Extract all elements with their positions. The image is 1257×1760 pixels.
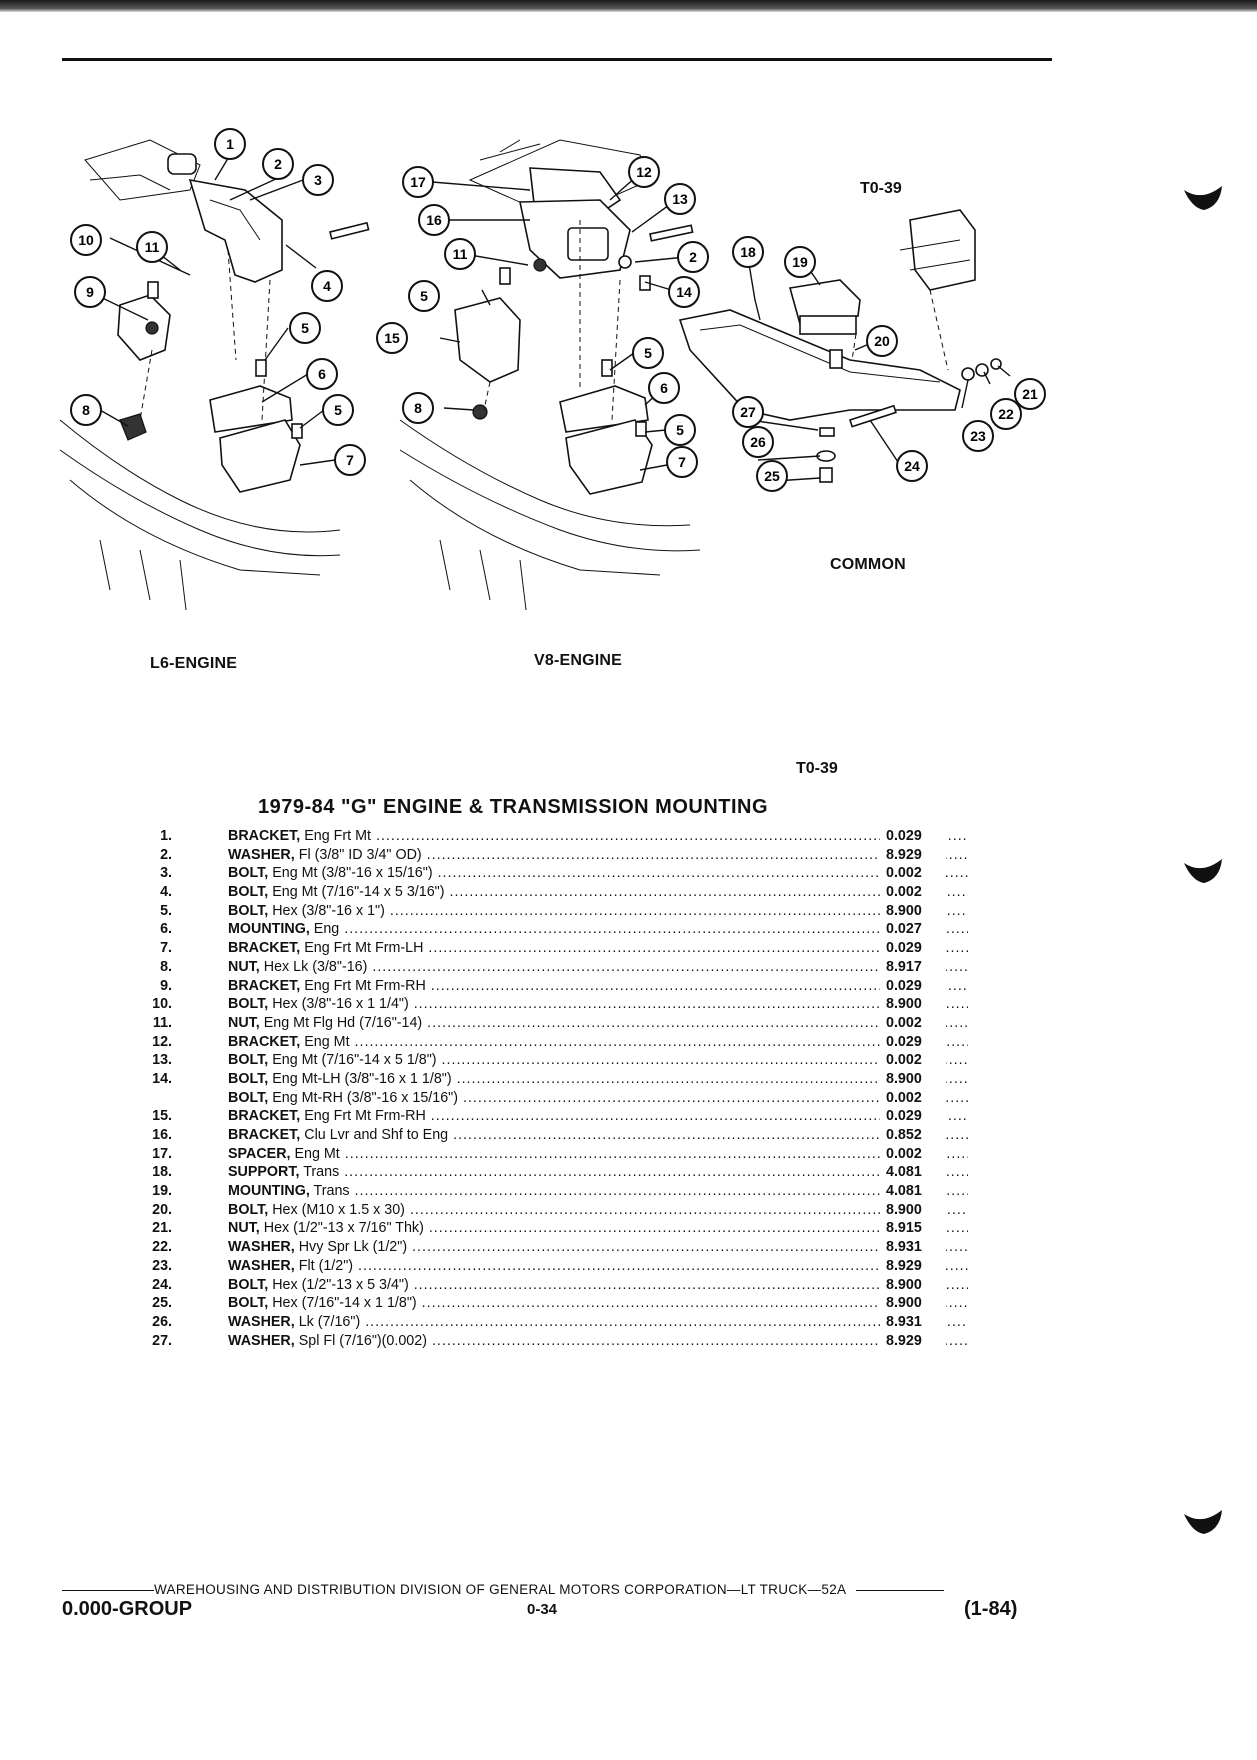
table-row bbox=[140, 1294, 940, 1313]
item-name: BOLT, bbox=[228, 1276, 269, 1293]
footer-page-number: 0-34 bbox=[527, 1601, 558, 1618]
item-name: NUT, bbox=[228, 1014, 260, 1031]
svg-text:7: 7 bbox=[346, 452, 354, 468]
item-detail: Trans bbox=[313, 1183, 350, 1200]
callout-16 bbox=[419, 205, 449, 235]
item-name: BOLT, bbox=[228, 1052, 269, 1069]
item-number: 10. bbox=[152, 996, 172, 1013]
item-detail: Eng Mt-LH (3/8"-16 x 1 1/8") bbox=[272, 1070, 452, 1087]
item-name: BRACKET, bbox=[228, 940, 301, 957]
item-group-number: 8.931 bbox=[880, 1238, 946, 1257]
callout-14 bbox=[669, 277, 699, 307]
item-name: BOLT, bbox=[228, 1201, 269, 1218]
svg-text:14: 14 bbox=[676, 284, 692, 300]
callout-15 bbox=[377, 323, 407, 353]
callout-27 bbox=[733, 397, 763, 427]
callout-5c bbox=[409, 281, 439, 311]
svg-text:27: 27 bbox=[740, 404, 756, 420]
binder-mark-bottom bbox=[1182, 1506, 1226, 1536]
callout-13 bbox=[665, 184, 695, 214]
svg-text:19: 19 bbox=[792, 254, 808, 270]
svg-text:2: 2 bbox=[689, 249, 697, 265]
item-name: BRACKET, bbox=[228, 1033, 301, 1050]
item-detail: Hex (1/2"-13 x 7/16" Thk) bbox=[263, 1220, 424, 1237]
item-detail: Eng Frt Mt Frm-RH bbox=[304, 1108, 426, 1125]
item-description bbox=[228, 902, 968, 921]
callout-12 bbox=[629, 157, 659, 187]
item-description bbox=[228, 1201, 968, 1220]
item-detail: Eng Mt Flg Hd (7/16"-14) bbox=[263, 1014, 423, 1031]
table-row bbox=[140, 1332, 940, 1351]
table-row bbox=[140, 920, 940, 939]
table-row bbox=[140, 1219, 940, 1238]
exploded-view-diagram bbox=[0, 120, 1257, 680]
callout-18 bbox=[733, 237, 763, 267]
item-number: 4. bbox=[160, 884, 172, 901]
binder-mark-middle bbox=[1182, 855, 1226, 885]
item-detail: Eng Mt bbox=[294, 1145, 340, 1162]
svg-text:11: 11 bbox=[452, 246, 468, 262]
table-row bbox=[140, 958, 940, 977]
svg-text:7: 7 bbox=[678, 454, 686, 470]
page-title: 1979-84 "G" ENGINE & TRANSMISSION MOUNTING bbox=[258, 796, 769, 818]
table-row bbox=[140, 1033, 940, 1052]
item-group-number: 0.027 bbox=[880, 920, 946, 939]
item-number: 23. bbox=[152, 1257, 172, 1274]
item-group-number: 0.029 bbox=[880, 1033, 946, 1052]
item-number: 6. bbox=[160, 921, 172, 938]
callout-8a bbox=[71, 395, 101, 425]
item-group-number: 0.002 bbox=[880, 883, 946, 902]
table-row bbox=[140, 902, 940, 921]
svg-text:8: 8 bbox=[414, 400, 422, 416]
table-row bbox=[140, 1313, 940, 1332]
item-description bbox=[228, 1257, 968, 1276]
item-description bbox=[228, 1089, 968, 1108]
item-number: 7. bbox=[160, 940, 172, 957]
diagram-code: T0-39 bbox=[860, 180, 902, 197]
item-number: 12. bbox=[152, 1033, 172, 1050]
item-description bbox=[228, 1182, 968, 1201]
table-row bbox=[140, 1145, 940, 1164]
table-row bbox=[140, 883, 940, 902]
item-number: 26. bbox=[152, 1313, 172, 1330]
item-detail: Eng Mt (7/16"-14 x 5 3/16") bbox=[272, 884, 445, 901]
table-row bbox=[140, 977, 940, 996]
table-row bbox=[140, 1107, 940, 1126]
footer-group: 0.000-GROUP bbox=[62, 1598, 193, 1620]
item-group-number: 8.900 bbox=[880, 995, 946, 1014]
parts-list bbox=[140, 827, 940, 1350]
item-name: MOUNTING, bbox=[228, 1183, 310, 1200]
callout-22 bbox=[991, 399, 1021, 429]
svg-text:24: 24 bbox=[904, 458, 920, 474]
item-number: 25. bbox=[152, 1295, 172, 1312]
item-number: 20. bbox=[152, 1201, 172, 1218]
item-group-number: 8.900 bbox=[880, 1201, 946, 1220]
svg-text:18: 18 bbox=[740, 244, 756, 260]
item-name: BOLT, bbox=[228, 996, 269, 1013]
item-detail: Hex (1/2"-13 x 5 3/4") bbox=[272, 1276, 409, 1293]
common-transmission-support bbox=[680, 210, 1001, 482]
svg-text:3: 3 bbox=[314, 172, 322, 188]
svg-text:13: 13 bbox=[672, 191, 688, 207]
table-row bbox=[140, 827, 940, 846]
svg-text:5: 5 bbox=[676, 422, 684, 438]
callout-6a bbox=[307, 359, 337, 389]
svg-text:12: 12 bbox=[636, 164, 652, 180]
item-name: BOLT, bbox=[228, 865, 269, 882]
item-number: 3. bbox=[160, 865, 172, 882]
item-detail: Lk (7/16") bbox=[298, 1313, 361, 1330]
callout-8b bbox=[403, 393, 433, 423]
item-detail: Hex (3/8"-16 x 1") bbox=[272, 902, 385, 919]
svg-text:26: 26 bbox=[750, 434, 766, 450]
item-number: 22. bbox=[152, 1239, 172, 1256]
callout-7b bbox=[667, 447, 697, 477]
svg-text:15: 15 bbox=[384, 330, 400, 346]
item-detail: Hex Lk (3/8"-16) bbox=[263, 958, 368, 975]
callout-9 bbox=[75, 277, 105, 307]
item-number: 16. bbox=[152, 1127, 172, 1143]
footer-date: (1-84) bbox=[964, 1598, 1018, 1620]
item-group-number: 8.900 bbox=[880, 902, 946, 921]
callout-6b bbox=[649, 373, 679, 403]
svg-text:10: 10 bbox=[78, 232, 94, 248]
listing-code: T0-39 bbox=[796, 760, 838, 777]
item-description bbox=[228, 1163, 968, 1182]
item-name: BRACKET, bbox=[228, 977, 301, 994]
table-row bbox=[140, 1089, 940, 1108]
item-detail: Eng Mt-RH (3/8"-16 x 15/16") bbox=[272, 1089, 458, 1106]
item-detail: Eng Mt bbox=[304, 1033, 350, 1050]
item-group-number: 0.002 bbox=[880, 1014, 946, 1033]
item-group-number: 4.081 bbox=[880, 1182, 946, 1201]
svg-text:17: 17 bbox=[410, 174, 426, 190]
item-number: 13. bbox=[152, 1052, 172, 1069]
callout-1 bbox=[215, 129, 245, 159]
callout-10 bbox=[71, 225, 101, 255]
callout-2 bbox=[263, 149, 293, 179]
item-detail: Spl Fl (7/16")(0.002) bbox=[298, 1332, 427, 1349]
item-name: BOLT, bbox=[228, 1089, 269, 1106]
item-detail: Eng Frt Mt Frm-RH bbox=[304, 977, 426, 994]
table-row bbox=[140, 1014, 940, 1033]
item-description bbox=[228, 1294, 968, 1313]
item-name: BOLT, bbox=[228, 1295, 269, 1312]
svg-text:25: 25 bbox=[764, 468, 780, 484]
table-row bbox=[140, 1276, 940, 1295]
item-description bbox=[228, 1145, 968, 1164]
item-group-number: 0.029 bbox=[880, 1107, 946, 1126]
item-name: BRACKET, bbox=[228, 1108, 301, 1125]
item-number: 27. bbox=[152, 1332, 172, 1349]
item-group-number: 0.002 bbox=[880, 1089, 946, 1108]
item-detail: Hex (3/8"-16 x 1 1/4") bbox=[272, 996, 409, 1013]
item-description bbox=[228, 939, 968, 958]
item-name: WASHER, bbox=[228, 1257, 295, 1274]
item-group-number: 8.929 bbox=[880, 846, 946, 865]
svg-text:5: 5 bbox=[334, 402, 342, 418]
item-group-number: 8.929 bbox=[880, 1257, 946, 1276]
table-row bbox=[140, 1257, 940, 1276]
item-description bbox=[228, 827, 968, 846]
item-description bbox=[228, 1051, 968, 1070]
item-number: 1. bbox=[160, 828, 172, 844]
table-row bbox=[140, 1182, 940, 1201]
item-detail: Trans bbox=[303, 1164, 340, 1181]
item-description bbox=[228, 1014, 968, 1033]
svg-text:5: 5 bbox=[301, 320, 309, 336]
item-number: 18. bbox=[152, 1164, 172, 1181]
item-name: WASHER, bbox=[228, 1332, 295, 1349]
table-row bbox=[140, 1238, 940, 1257]
item-group-number: 0.002 bbox=[880, 864, 946, 883]
item-group-number: 0.002 bbox=[880, 1145, 946, 1164]
callout-26 bbox=[743, 427, 773, 457]
item-description bbox=[228, 883, 968, 902]
item-name: BRACKET, bbox=[228, 828, 301, 844]
item-description bbox=[228, 846, 968, 865]
table-row bbox=[140, 1201, 940, 1220]
item-group-number: 8.931 bbox=[880, 1313, 946, 1332]
item-group-number: 0.002 bbox=[880, 1051, 946, 1070]
item-number: 24. bbox=[152, 1276, 172, 1293]
item-group-number: 0.029 bbox=[880, 977, 946, 996]
item-description bbox=[228, 1313, 968, 1332]
svg-text:20: 20 bbox=[874, 333, 890, 349]
table-row bbox=[140, 1163, 940, 1182]
item-description bbox=[228, 1238, 968, 1257]
svg-text:6: 6 bbox=[318, 366, 326, 382]
item-group-number: 0.029 bbox=[880, 939, 946, 958]
item-name: SUPPORT, bbox=[228, 1164, 300, 1181]
item-description bbox=[228, 1126, 968, 1145]
table-row bbox=[140, 995, 940, 1014]
callout-text: 1 bbox=[226, 136, 234, 152]
item-description bbox=[228, 1070, 968, 1089]
svg-text:9: 9 bbox=[86, 284, 94, 300]
item-number: 14. bbox=[152, 1070, 172, 1087]
item-description bbox=[228, 1332, 968, 1351]
item-number: 11. bbox=[152, 1014, 172, 1031]
item-description bbox=[228, 920, 968, 939]
item-detail: Clu Lvr and Shf to Eng bbox=[304, 1127, 449, 1143]
svg-text:2: 2 bbox=[274, 156, 282, 172]
item-group-number: 8.900 bbox=[880, 1276, 946, 1295]
callout-11 bbox=[137, 232, 167, 262]
item-name: SPACER, bbox=[228, 1145, 291, 1162]
callout-2b bbox=[678, 242, 708, 272]
svg-text:23: 23 bbox=[970, 428, 986, 444]
item-description bbox=[228, 995, 968, 1014]
callout-5a bbox=[290, 313, 320, 343]
item-name: WASHER, bbox=[228, 846, 295, 863]
callout-5b bbox=[323, 395, 353, 425]
item-description bbox=[228, 1107, 968, 1126]
item-name: WASHER, bbox=[228, 1239, 295, 1256]
item-name: NUT, bbox=[228, 1220, 260, 1237]
svg-text:6: 6 bbox=[660, 380, 668, 396]
table-row bbox=[140, 1070, 940, 1089]
item-name: BRACKET, bbox=[228, 1127, 301, 1143]
item-detail: Eng Mt (7/16"-14 x 5 1/8") bbox=[272, 1052, 437, 1069]
svg-text:5: 5 bbox=[644, 345, 652, 361]
item-description bbox=[228, 864, 968, 883]
table-row bbox=[140, 1051, 940, 1070]
item-name: WASHER, bbox=[228, 1313, 295, 1330]
callout-17 bbox=[403, 167, 433, 197]
label-l6-engine: L6-ENGINE bbox=[150, 655, 238, 672]
item-detail: Eng Mt (3/8"-16 x 15/16") bbox=[272, 865, 433, 882]
item-detail: Eng Frt Mt Frm-LH bbox=[304, 940, 424, 957]
item-name: BOLT, bbox=[228, 1070, 269, 1087]
label-v8-engine: V8-ENGINE bbox=[534, 652, 623, 669]
item-description bbox=[228, 1276, 968, 1295]
svg-text:11: 11 bbox=[144, 239, 160, 255]
item-description bbox=[228, 1219, 968, 1238]
callout-21 bbox=[1015, 379, 1045, 409]
callout-11b bbox=[445, 239, 475, 269]
item-number: 9. bbox=[160, 977, 172, 994]
svg-text:4: 4 bbox=[323, 278, 331, 294]
callout-19 bbox=[785, 247, 815, 277]
callout-24 bbox=[897, 451, 927, 481]
item-group-number: 8.900 bbox=[880, 1294, 946, 1313]
item-number: 15. bbox=[152, 1108, 172, 1125]
item-number: 2. bbox=[160, 846, 172, 863]
svg-text:5: 5 bbox=[420, 288, 428, 304]
item-name: BOLT, bbox=[228, 902, 269, 919]
item-detail: Fl (3/8" ID 3/4" OD) bbox=[298, 846, 422, 863]
item-number: 5. bbox=[160, 902, 172, 919]
item-group-number: 8.900 bbox=[880, 1070, 946, 1089]
svg-text:16: 16 bbox=[426, 212, 442, 228]
item-number: 8. bbox=[160, 958, 172, 975]
callout-5e bbox=[665, 415, 695, 445]
item-number: 21. bbox=[152, 1220, 172, 1237]
item-number: 17. bbox=[152, 1145, 172, 1162]
item-group-number: 0.852 bbox=[880, 1126, 946, 1145]
item-group-number: 0.029 bbox=[880, 827, 946, 846]
item-detail: Hvy Spr Lk (1/2") bbox=[298, 1239, 408, 1256]
division-text: WAREHOUSING AND DISTRIBUTION DIVISION OF GENERAL MOTORS CORPORATION—LT TRUCK—52A bbox=[154, 1582, 846, 1597]
item-description bbox=[228, 958, 968, 977]
svg-text:22: 22 bbox=[998, 406, 1014, 422]
table-row bbox=[140, 1126, 940, 1145]
callout-20 bbox=[867, 326, 897, 356]
table-row bbox=[140, 939, 940, 958]
svg-text:8: 8 bbox=[82, 402, 90, 418]
item-number: 19. bbox=[152, 1183, 172, 1200]
scan-edge bbox=[0, 0, 1257, 12]
callout-3 bbox=[303, 165, 333, 195]
table-row bbox=[140, 846, 940, 865]
item-name: BOLT, bbox=[228, 884, 269, 901]
item-detail: Eng bbox=[313, 921, 340, 938]
item-group-number: 4.081 bbox=[880, 1163, 946, 1182]
item-name: NUT, bbox=[228, 958, 260, 975]
item-group-number: 8.915 bbox=[880, 1219, 946, 1238]
item-detail: Flt (1/2") bbox=[298, 1257, 354, 1274]
table-row bbox=[140, 864, 940, 883]
header-rule bbox=[62, 58, 1052, 61]
item-detail: Eng Frt Mt bbox=[304, 828, 371, 844]
item-name: MOUNTING, bbox=[228, 921, 310, 938]
item-group-number: 8.917 bbox=[880, 958, 946, 977]
callout-4 bbox=[312, 271, 342, 301]
item-detail: Hex (M10 x 1.5 x 30) bbox=[272, 1201, 405, 1218]
svg-text:21: 21 bbox=[1022, 386, 1038, 402]
label-common: COMMON bbox=[830, 556, 906, 573]
item-detail: Hex (7/16"-14 x 1 1/8") bbox=[272, 1295, 417, 1312]
callout-5d bbox=[633, 338, 663, 368]
callout-7a bbox=[335, 445, 365, 475]
item-group-number: 8.929 bbox=[880, 1332, 946, 1351]
callout-25 bbox=[757, 461, 787, 491]
callout-23 bbox=[963, 421, 993, 451]
item-description bbox=[228, 977, 968, 996]
footer-division-line bbox=[62, 1582, 1052, 1597]
item-description bbox=[228, 1033, 968, 1052]
